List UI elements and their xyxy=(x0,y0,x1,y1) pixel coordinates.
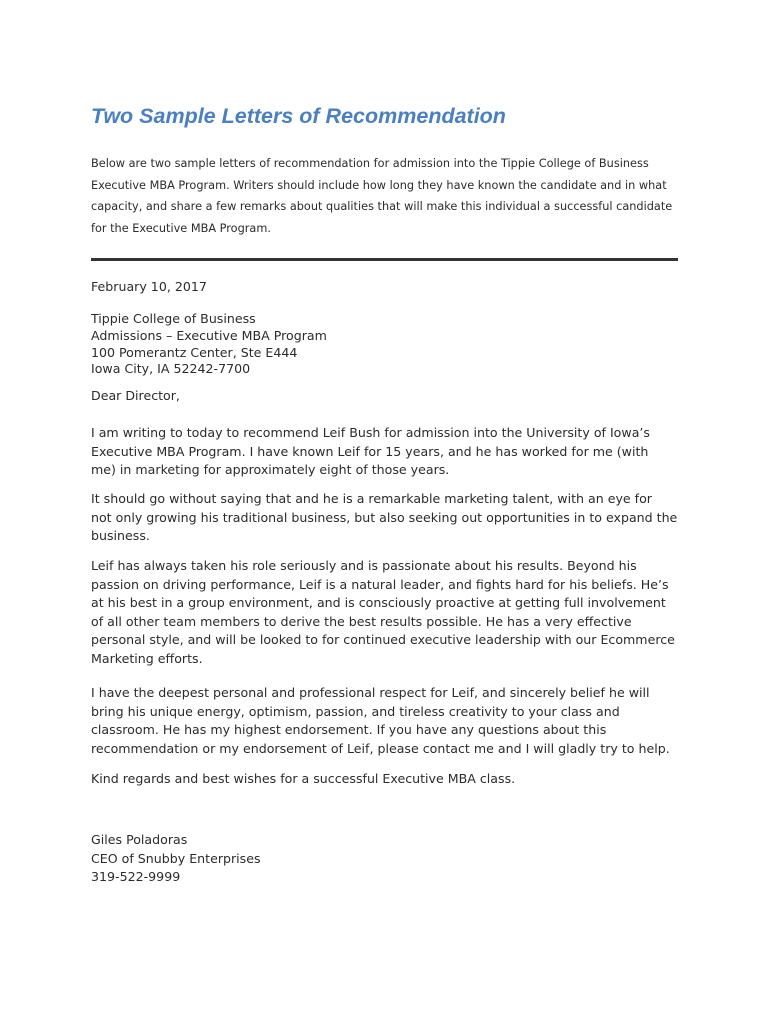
intro-line: for the Executive MBA Program. xyxy=(91,221,271,235)
paragraph-line: I have the deepest personal and professional respect for Leif, and sincerely belief he will xyxy=(91,685,650,700)
address-line: Tippie College of Business xyxy=(91,311,256,326)
paragraph-line: I am writing to today to recommend Leif Bush for admission into the University of Iowa’s xyxy=(91,425,650,440)
paragraph-line: passion on driving performance, Leif is a natural leader, and fights hard for his beliefs. He’s xyxy=(91,576,669,592)
paragraph-line: at his best in a group environment, and is consciously proactive at getting full involvement xyxy=(91,595,666,610)
closing-text: Kind regards and best wishes for a successful Executive MBA class. xyxy=(91,771,516,786)
signer-title: CEO of Snubby Enterprises xyxy=(91,850,261,866)
body-paragraph-1 xyxy=(91,424,691,480)
salutation-text: Dear Director, xyxy=(91,388,180,403)
paragraph-line: Marketing efforts. xyxy=(91,650,203,666)
letter-date xyxy=(91,278,691,297)
signer-phone: 319-522-9999 xyxy=(91,869,181,884)
intro-line: Below are two sample letters of recommendation for admission into the Tippie College of Business xyxy=(91,157,649,170)
signature-block xyxy=(91,831,691,887)
body-paragraph-3 xyxy=(91,557,691,668)
intro-line: Executive MBA Program. Writers should include how long they have known the candidate and in what xyxy=(91,178,667,192)
intro-paragraph xyxy=(91,153,691,239)
paragraph-line: Executive MBA Program. I have known Leif for 15 years, and he has worked for me (with xyxy=(91,443,649,459)
address-line: Admissions – Executive MBA Program xyxy=(91,327,327,343)
paragraph-line: not only growing his traditional business, but also seeking out opportunities in to expand the xyxy=(91,509,678,525)
paragraph-line: bring his unique energy, optimism, passion, and tireless creativity to your class and xyxy=(91,703,620,719)
salutation xyxy=(91,387,691,406)
intro-line: capacity, and share a few remarks about qualities that will make this individual a successful candidate xyxy=(91,200,673,214)
date-text: February 10, 2017 xyxy=(91,279,207,294)
paragraph-line: Leif has always taken his role seriously and is passionate about his results. Beyond his xyxy=(91,558,637,573)
section-divider xyxy=(91,258,678,261)
body-paragraph-4 xyxy=(91,684,691,758)
recipient-address xyxy=(91,311,691,378)
paragraph-line: me) in marketing for approximately eight of those years. xyxy=(91,462,450,477)
address-line: 100 Pomerantz Center, Ste E444 xyxy=(91,344,298,360)
paragraph-line: classroom. He has my highest endorsement. If you have any questions about this xyxy=(91,722,607,737)
address-line: Iowa City, IA 52242-7700 xyxy=(91,361,251,377)
document-title: Two Sample Letters of Recommendation xyxy=(91,104,506,128)
paragraph-line: personal style, and will be looked to for continued executive leadership with our Ecommerce xyxy=(91,632,675,647)
paragraph-line: It should go without saying that and he is a remarkable marketing talent, with an eye for xyxy=(91,491,652,506)
paragraph-line: business. xyxy=(91,528,150,543)
closing-paragraph xyxy=(91,770,691,789)
body-paragraph-2 xyxy=(91,490,691,546)
paragraph-line: recommendation or my endorsement of Leif, please contact me and I will gladly try to help. xyxy=(91,740,670,756)
paragraph-line: of all other team members to derive the best results possible. He has a very effective xyxy=(91,613,632,629)
signer-name: Giles Poladoras xyxy=(91,832,188,847)
